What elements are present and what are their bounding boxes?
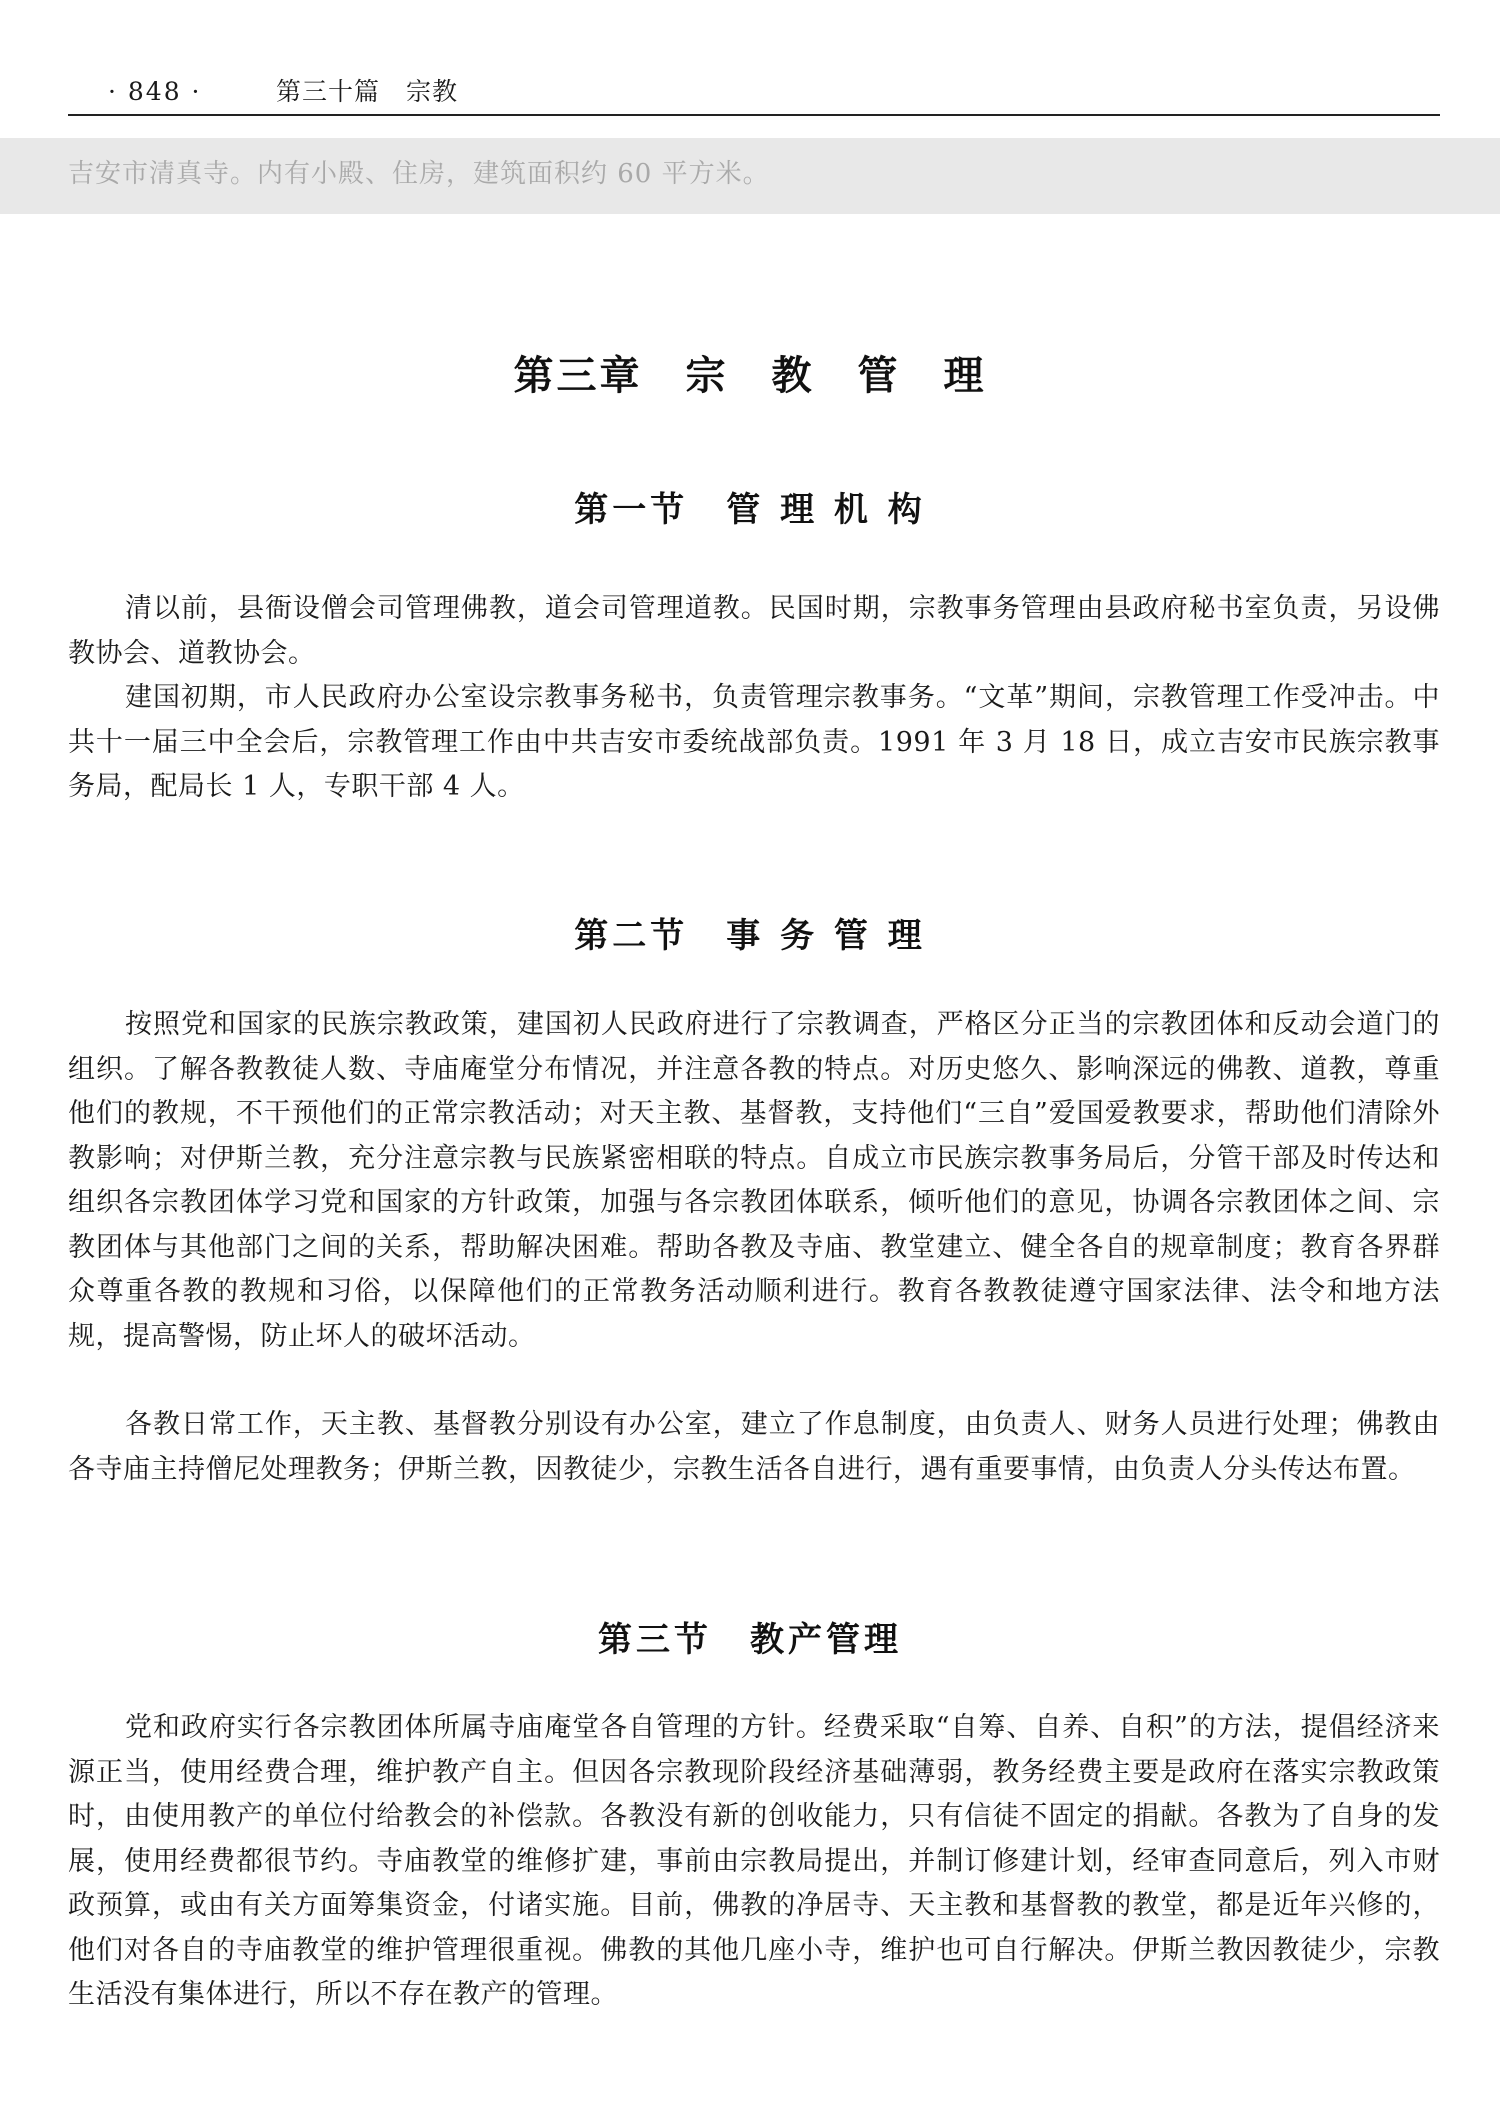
paragraph-3-1: 党和政府实行各宗教团体所属寺庙庵堂各自管理的方针。经费采取“自筹、自养、自积”的方法，提倡经济来源正当，使用经费合理，维护教产自主。但因各宗教现阶段经济基础薄弱，教务经费主要是政府在落实宗教政策时，由使用教产的单位付给教会的补偿款。各教没有新的创收能力，只有信徒不固定的捐献。各教为了自身的发展，使用经费都很节约。寺庙教堂的维修扩建，事前由宗教局提出，并制订修建计划，经审查同意后，列入市财政预算，或由有关方面筹集资金，付诸实施。目前，佛教的净居寺、天主教和基督教的教堂，都是近年兴修的，他们对各自的寺庙教堂的维护管理很重视。佛教的其他几座小寺，维护也可自行解决。伊斯兰教因教徒少，宗教生活没有集体进行，所以不存在教产的管理。 bbox=[68, 1712, 1440, 2010]
paragraph-2-1: 按照党和国家的民族宗教政策，建国初人民政府进行了宗教调查，严格区分正当的宗教团体和反动会道门的组织。了解各教教徒人数、寺庙庵堂分布情况，并注意各教的特点。对历史悠久、影响深远的佛教、道教，尊重他们的教规，不干预他们的正常宗教活动；对天主教、基督教，支持他们“三自”爱国爱教要求，帮助他们清除外教影响；对伊斯兰教，充分注意宗教与民族紧密相联的特点。自成立市民族宗教事务局后，分管干部及时传达和组织各宗教团体学习党和国家的方针政策，加强与各宗教团体联系，倾听他们的意见，协调各宗教团体之间、宗教团体与其他部门之间的关系，帮助解决困难。帮助各教及寺庙、教堂建立、健全各自的规章制度；教育各界群众尊重各教的教规和习俗，以保障他们的正常教务活动顺利进行。教育各教教徒遵守国家法律、法令和地方法规，提高警惕，防止坏人的破坏活动。 bbox=[68, 1009, 1440, 1352]
page-number: · 848 · bbox=[108, 77, 202, 106]
paragraph-1-1: 清以前，县衙设僧会司管理佛教，道会司管理道教。民国时期，宗教事务管理由县政府秘书室负责，另设佛教协会、道教协会。 bbox=[68, 593, 1440, 669]
paragraph-2-2: 各教日常工作，天主教、基督教分别设有办公室，建立了作息制度，由负责人、财务人员进行处理；佛教由各寺庙主持僧尼处理教务；伊斯兰教，因教徒少，宗教生活各自进行，遇有重要事情，由负责人分头传达布置。 bbox=[68, 1409, 1440, 1485]
section-title-2: 第二节 事 务 管 理 bbox=[574, 916, 926, 956]
paragraph-1-2: 建国初期，市人民政府办公室设宗教事务秘书，负责管理宗教事务。“文革”期间，宗教管理工作受冲击。中共十一届三中全会后，宗教管理工作由中共吉安市委统战部负责。1991 年 3 月 18 日，成立吉安市民族宗教事务局，配局长 1 人，专职干部 4 人。 bbox=[68, 682, 1440, 802]
running-header bbox=[68, 70, 1440, 114]
chapter-title: 第三章 宗 教 管 理 bbox=[513, 353, 987, 399]
running-section-label: 第三十篇 宗教 bbox=[276, 77, 459, 106]
section-title-1: 第一节 管 理 机 构 bbox=[574, 490, 926, 530]
section-title-3: 第三节 教产管理 bbox=[598, 1620, 902, 1660]
carryover-text: 吉安市清真寺。内有小殿、住房，建筑面积约 60 平方米。 bbox=[68, 159, 770, 189]
header-divider bbox=[68, 114, 1440, 116]
